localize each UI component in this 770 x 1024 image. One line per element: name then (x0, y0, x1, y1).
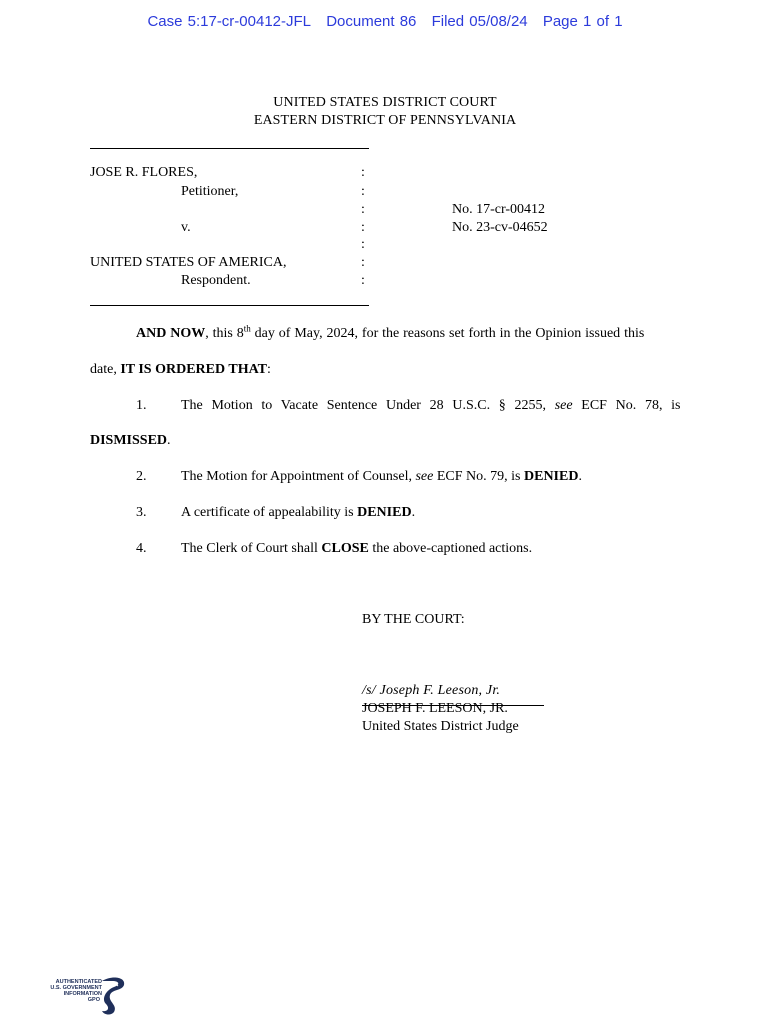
seal-line: AUTHENTICATED (55, 979, 102, 985)
intro-text: , this 8 (205, 326, 244, 341)
and-now-phrase: AND NOW (136, 326, 206, 341)
versus-label: v. (181, 220, 191, 235)
stamp-filed-date: Filed 05/08/24 (431, 13, 528, 30)
intro-text: day of May, 2024, for the reasons set forth in the Opinion issued this (250, 326, 645, 341)
caption-colon: : (361, 273, 365, 288)
intro-date-text: date, (90, 362, 121, 377)
petitioner-name: JOSE R. FLORES, (90, 165, 198, 180)
respondent-name: UNITED STATES OF AMERICA, (90, 255, 287, 270)
order-text: The Motion to Vacate Sentence Under 28 U.S.C. § 2255, (181, 398, 555, 413)
order-3-text (181, 505, 415, 521)
filing-stamp (0, 13, 770, 30)
see-signal: see (554, 398, 573, 413)
ordinal-suffix: th (243, 323, 251, 334)
petitioner-role: Petitioner, (181, 184, 239, 199)
order-2-text (181, 469, 582, 485)
order-number: 4. (136, 541, 147, 556)
caption-colon: : (361, 237, 365, 252)
order-text: . (411, 505, 416, 520)
seal-line: INFORMATION (63, 991, 102, 997)
order-text: ECF No. 79, is (433, 469, 524, 484)
eagle-icon (98, 975, 128, 1017)
order-text: The Motion for Appointment of Counsel, (181, 469, 416, 484)
close-ruling: CLOSE (321, 541, 369, 556)
order-text: ECF No. 78, is (572, 398, 681, 413)
denied-ruling: DENIED (524, 469, 579, 484)
caption-colon: : (361, 220, 365, 235)
caption-top-rule (90, 148, 369, 149)
intro-line-1 (136, 323, 645, 342)
order-number: 2. (136, 469, 147, 484)
judge-name: JOSEPH F. LEESON, JR. (362, 701, 508, 716)
caption-bottom-rule (90, 305, 369, 306)
court-district: EASTERN DISTRICT OF PENNSYLVANIA (253, 113, 517, 128)
respondent-role: Respondent. (181, 273, 251, 288)
order-text: . (578, 469, 582, 484)
order-text: . (167, 433, 171, 448)
order-1-text (181, 398, 681, 414)
intro-line-2 (90, 362, 271, 378)
stamp-case-number: Case 5:17-cr-00412-JFL (147, 13, 312, 30)
seal-mark: GPO (87, 997, 100, 1003)
judge-title: United States District Judge (362, 719, 519, 734)
by-the-court: BY THE COURT: (362, 612, 465, 627)
intro-colon: : (267, 362, 271, 377)
electronic-signature: /s/ Joseph F. Leeson, Jr. (362, 683, 501, 698)
caption-colon: : (361, 255, 365, 270)
see-signal: see (415, 469, 434, 484)
gpo-authentication-seal (44, 975, 126, 1017)
order-4-text (181, 541, 532, 557)
seal-text (44, 979, 102, 1003)
criminal-case-number: No. 17-cr-00412 (452, 202, 546, 217)
court-name: UNITED STATES DISTRICT COURT (273, 95, 497, 110)
caption-colon: : (361, 202, 365, 217)
dismissed-ruling: DISMISSED (90, 433, 168, 448)
order-text: A certificate of appealability is (181, 505, 358, 520)
civil-case-number: No. 23-cv-04652 (452, 220, 548, 235)
order-number: 1. (136, 398, 147, 413)
stamp-document-number: Document 86 (326, 13, 417, 30)
denied-ruling: DENIED (357, 505, 412, 520)
ordered-phrase: IT IS ORDERED THAT (120, 362, 267, 377)
order-number: 3. (136, 505, 147, 520)
caption-colon: : (361, 184, 365, 199)
caption-colon: : (361, 165, 365, 180)
seal-line: U.S. GOVERNMENT (50, 985, 102, 991)
order-1-continuation (90, 433, 171, 449)
stamp-page-number: Page 1 of 1 (542, 13, 623, 30)
order-text: The Clerk of Court shall (181, 541, 322, 556)
order-text: the above-captioned actions. (368, 541, 533, 556)
